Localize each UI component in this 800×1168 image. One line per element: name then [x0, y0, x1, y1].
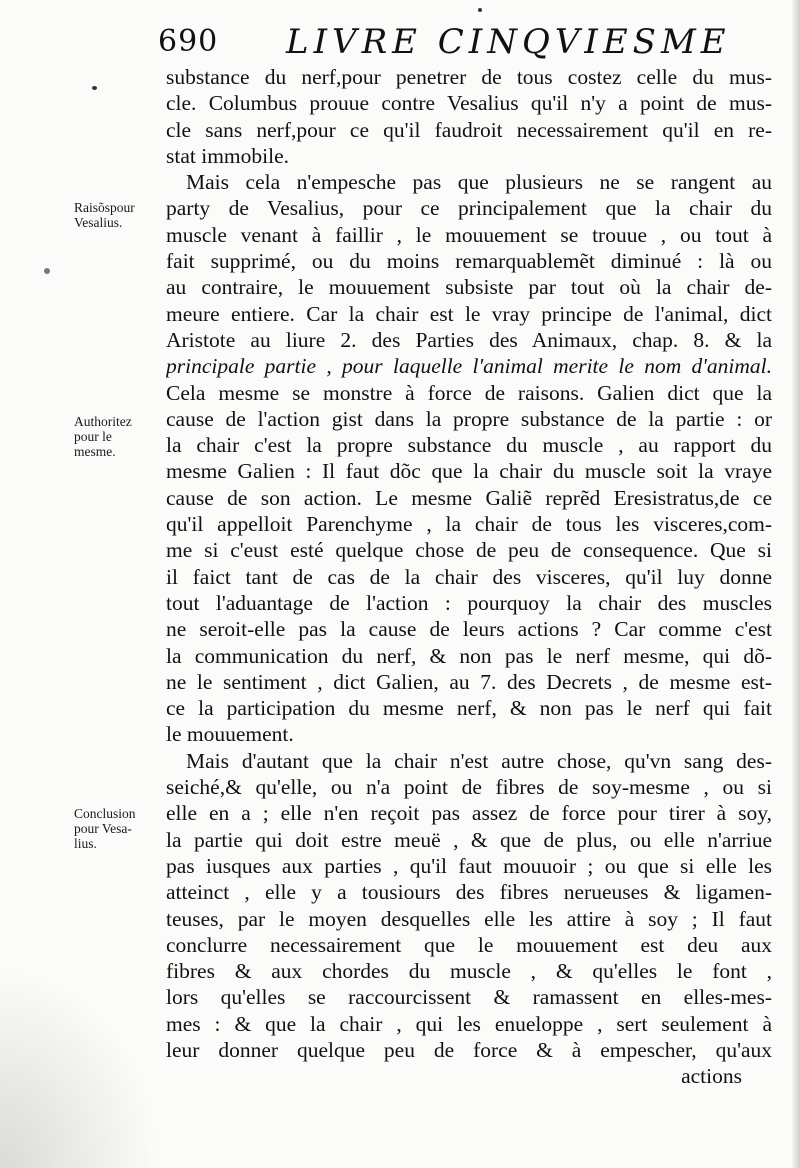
text-line: meure entiere. Car la chair est le vray principe de l'animal, dict [166, 301, 772, 326]
margin-note-authoritez [74, 414, 170, 459]
text-line: ce la participation du mesme nerf, & non pas le nerf qui fait [166, 696, 772, 721]
catchword: actions [681, 1064, 742, 1089]
text-line: elle en a ; elle n'en reçoit pas assez de force pour tirer à soy, [166, 801, 772, 826]
text-line: il faict tant de cas de la chair des visceres, qu'il luy donne [166, 564, 772, 589]
page-number: 690 [158, 24, 219, 59]
margin-note-line: pour Vesa- [74, 821, 132, 836]
text-line: conclurre necessairement que le mouuement est deu aux [166, 932, 772, 957]
text-line: cause de l'action gist dans la propre substance de la partie : or [166, 406, 772, 431]
text-line: la chair c'est la propre substance du muscle , au rapport du [166, 433, 772, 458]
text-line: party de Vesalius, pour ce principalement que la chair du [166, 196, 772, 221]
text-line: cle sans nerf,pour ce qu'il faudroit necessairement qu'il en re- [166, 117, 772, 142]
text-line: qu'il appelloit Parenchyme , la chair de tous les visceres,com- [166, 512, 772, 537]
ink-speck [92, 86, 97, 90]
margin-note-line: Raisõspour [74, 200, 135, 215]
text-line: Mais cela n'empesche pas que plusieurs ne se rangent au [186, 170, 772, 195]
margin-note-line: Conclusion [74, 806, 136, 821]
text-line: pas iusques aux parties , qu'il faut mouuoir ; ou que si elle les [166, 853, 772, 878]
margin-note-line: Authoritez [74, 414, 132, 429]
margin-note-line: Vesalius. [74, 215, 123, 230]
text-line: mes : & que la chair , qui les enueloppe , sert seulement à [166, 1011, 772, 1036]
text-line: la communication du nerf, & non pas le nerf mesme, qui dõ- [166, 643, 772, 668]
text-line: cause de son action. Le mesme Galiẽ reprẽd Eresistratus,de ce [166, 485, 772, 510]
running-title: LIVRE CINQVIESME [286, 22, 731, 62]
text-line: atteinct , elle y a tousiours des fibres nerueuses & ligamen- [166, 880, 772, 905]
text-line: seiché,& qu'elle, ou n'a point de fibres de soy-mesme , ou si [166, 775, 772, 800]
text-line: fait supprimé, ou du moins remarquablemẽt diminué : là ou [166, 249, 772, 274]
text-line: la partie qui doit estre meuë , & que de plus, ou elle n'arriue [166, 827, 772, 852]
text-line: Aristote au liure 2. des Parties des Animaux, chap. 8. & la [166, 327, 772, 352]
margin-note-line: pour le [74, 429, 112, 444]
text-line: leur donner quelque peu de force & à empescher, qu'aux [166, 1037, 772, 1062]
ink-speck [478, 8, 482, 12]
margin-note-line: lius. [74, 836, 97, 851]
text-line: substance du nerf,pour penetrer de tous costez celle du mus- [166, 65, 772, 89]
text-line: me si c'eust esté quelque chose de peu de consequence. Que si [166, 538, 772, 563]
margin-note-raisons [74, 200, 170, 230]
paper-stain [0, 968, 160, 1168]
text-line: ne seroit-elle pas la cause de leurs actions ? Car comme c'est [166, 617, 772, 642]
text-line: lors qu'elles se raccourcissent & ramassent en elles-mes- [166, 985, 772, 1010]
text-line: muscle venant à faillir , le mouuement se trouue , ou tout à [166, 222, 772, 247]
ink-speck [44, 268, 50, 274]
text-line: ne le sentiment , dict Galien, au 7. des Decrets , de mesme est- [166, 669, 772, 694]
text-line: cle. Columbus prouue contre Vesalius qu'il n'y a point de mus- [166, 91, 772, 116]
page-edge-shadow [792, 0, 800, 1168]
text-line: Mais d'autant que la chair n'est autre chose, qu'vn sang des- [186, 748, 772, 773]
text-line: stat immobile. [166, 143, 290, 168]
margin-note-line: mesme. [74, 444, 116, 459]
text-line: principale partie , pour laquelle l'animal merite le nom d'animal. [166, 354, 772, 379]
text-line: Cela mesme se monstre à force de raisons. Galien dict que la [166, 380, 772, 405]
text-line: fibres & aux chordes du muscle , & qu'elles le font , [166, 959, 772, 984]
text-line: au contraire, le mouuement subsiste par tout où la chair de- [166, 275, 772, 300]
text-line: mesme Galien : Il faut dõc que la chair du muscle soit la vraye [166, 459, 772, 484]
margin-note-conclusion [74, 806, 170, 851]
text-line: le mouuement. [166, 722, 294, 747]
text-line: teuses, par le moyen desquelles elle les attire à soy ; Il faut [166, 906, 772, 931]
body-text [166, 64, 772, 1090]
text-line: tout l'aduantage de l'action : pourquoy la chair des muscles [166, 590, 772, 615]
